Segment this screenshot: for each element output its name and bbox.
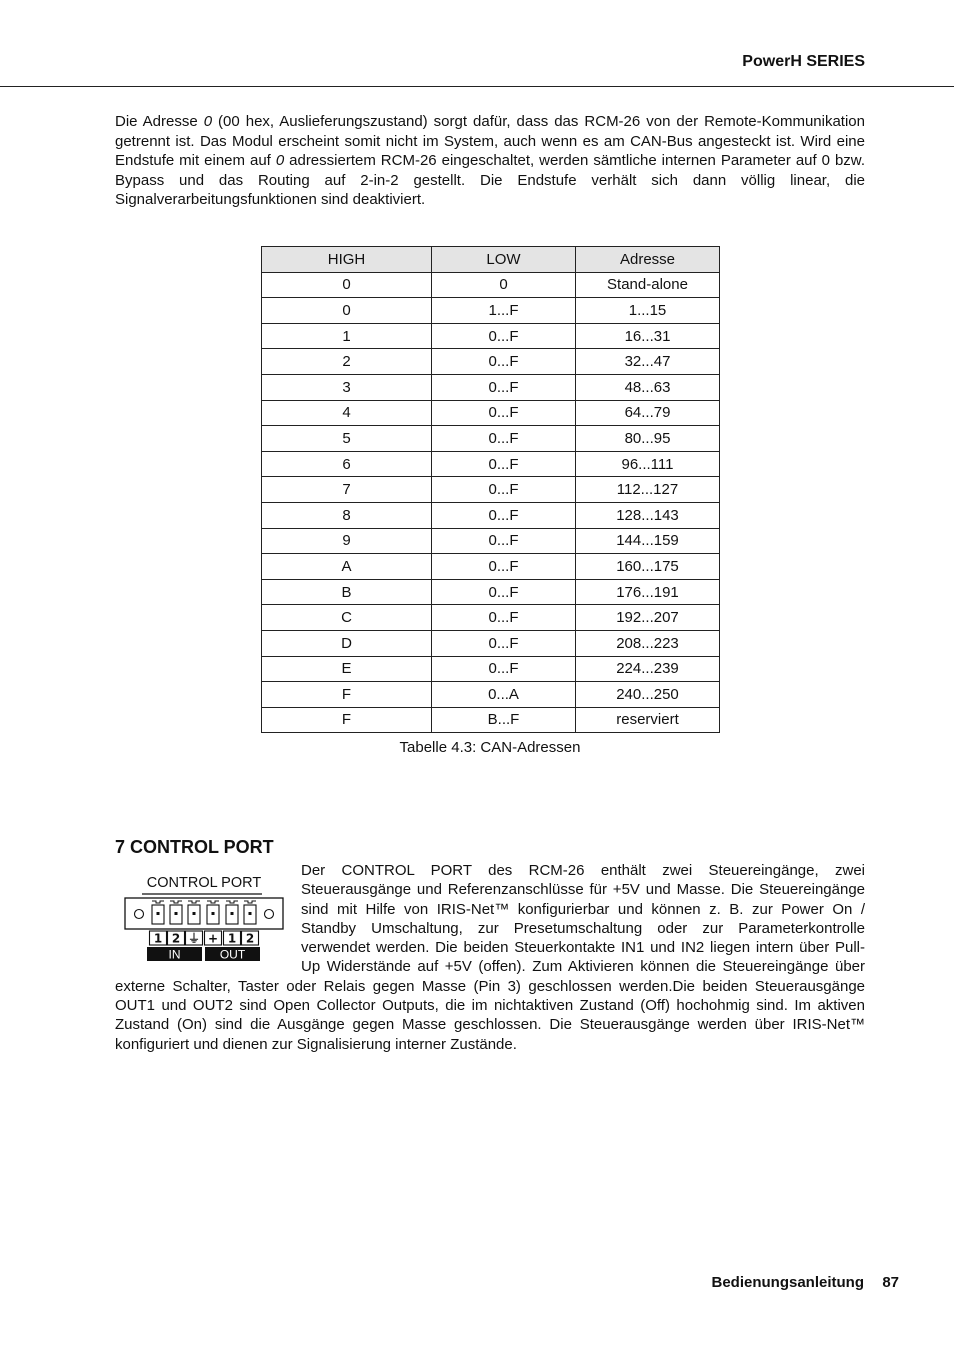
intro-emphasis-1: 0 [203,113,213,130]
cell-low: 0...A [432,682,576,708]
cell-low: B...F [432,707,576,733]
cell-low: 0...F [432,477,576,503]
table-row [262,554,720,580]
header-rule [0,86,954,87]
cell-high: 6 [262,451,432,477]
cell-high: F [262,707,432,733]
cell-adresse: 80...95 [576,426,720,452]
cell-adresse: 240...250 [576,682,720,708]
table-row [262,579,720,605]
connector-body [125,898,283,929]
can-address-table [261,246,720,733]
header-title: PowerH SERIES [742,53,865,70]
footer-label: Bedienungsanleitung [711,1274,864,1291]
cell-low: 0...F [432,656,576,682]
cell-high: F [262,682,432,708]
table-row [262,426,720,452]
table-row [262,528,720,554]
cell-low: 0...F [432,451,576,477]
table-row [262,682,720,708]
in-label: IN [168,947,181,962]
column-header-high: HIGH [262,247,432,273]
section-heading: 7 CONTROL PORT [115,837,274,857]
cell-low: 0...F [432,349,576,375]
table-row [262,707,720,733]
column-header-adresse: Adresse [576,247,720,273]
cell-adresse: 96...111 [576,451,720,477]
cell-adresse: 64...79 [576,400,720,426]
cell-adresse: 224...239 [576,656,720,682]
cell-high: 9 [262,528,432,554]
cell-adresse: 208...223 [576,630,720,656]
cell-low: 0...F [432,426,576,452]
intro-text-2: (00 hex, Auslieferungszustand) sorgt dafür, dass das RCM-26 von der Remote-Kommunikation getrennt ist. Das Modul erscheint somit nicht im System, auch wenn es am CAN-Bus angesteckt ist. Wird eine Endstufe mit einem auf [115,113,865,169]
cell-adresse: 16...31 [576,323,720,349]
pin-label: + [207,931,219,946]
connector-title: CONTROL PORT [146,875,262,891]
cell-high: D [262,630,432,656]
table-row [262,605,720,631]
pin-label: 1 [153,931,163,946]
table-row [262,349,720,375]
cell-low: 0...F [432,554,576,580]
cell-high: C [262,605,432,631]
cell-adresse: Stand-alone [576,272,720,298]
out-label: OUT [219,947,246,962]
table-row [262,323,720,349]
table-header-row [262,247,720,273]
cell-high: 0 [262,272,432,298]
cell-low: 0...F [432,323,576,349]
cell-low: 0...F [432,630,576,656]
pin-label: 1 [227,931,237,946]
cell-adresse: 160...175 [576,554,720,580]
table-row [262,502,720,528]
cell-low: 0...F [432,400,576,426]
intro-emphasis-2: 0 [275,152,285,169]
cell-high: A [262,554,432,580]
intro-paragraph [115,112,865,210]
cell-low: 0...F [432,605,576,631]
pin-contact-icon [175,912,178,915]
cell-adresse: 128...143 [576,502,720,528]
pin-contact-icon [249,912,252,915]
cell-adresse: 192...207 [576,605,720,631]
connector-pin-labels [150,931,259,946]
cell-low: 0...F [432,579,576,605]
cell-adresse: 48...63 [576,374,720,400]
pin-label: 2 [171,931,181,946]
table-row [262,630,720,656]
cell-adresse: 1...15 [576,298,720,324]
cell-adresse: 32...47 [576,349,720,375]
cell-low: 0 [432,272,576,298]
cell-low: 0...F [432,502,576,528]
cell-adresse: reserviert [576,707,720,733]
table-row [262,374,720,400]
control-port-connector-diagram [122,870,286,966]
cell-adresse: 112...127 [576,477,720,503]
intro-text-1: Die Adresse [115,113,204,130]
cell-high: 5 [262,426,432,452]
table-row [262,298,720,324]
table-caption: Tabelle 4.3: CAN-Adressen [399,739,581,756]
pin-contact-icon [193,912,196,915]
intro-text-3: adressiertem RCM-26 eingeschaltet, werden sämtliche internen Parameter auf 0 bzw. Bypass und das Routing auf 2-in-2 gestellt. Die Endstufe verhält sich dann völlig linear, die Signalverarbeitungsfunktionen sind deaktiviert. [115,152,865,208]
cell-high: 8 [262,502,432,528]
table-row [262,656,720,682]
cell-adresse: 144...159 [576,528,720,554]
section-text: Der CONTROL PORT des RCM-26 enthält zwei Steuereingänge, zwei Steuerausgänge und Referenzanschlüsse für +5V und Masse. Die Steuereingänge sind mit Hilfe von IRIS-Net™ konfigurierbar und können z. B. zur Power On / Standby Umschaltung, zur Presetumschaltung oder zur Parameterkontrolle verwendet werden. Die beiden Steuerkontakte IN1 und IN2 liegen intern über Pull-Up Widerstände auf +5V (offen). Zum Aktivieren können die Steuereingänge über externe Schalter, Taster oder Relais gegen Masse (Pin 3) geschlossen werden.Die beiden Steuerausgänge OUT1 und OUT2 sind Open Collector Outputs, die im nichtaktiven Zustand (Off) hochohmig sind. Im aktiven Zustand (On) sind die Ausgänge gegen Masse geschlossen. Die Steuerausgänge werden über IRIS-Net™ konfiguriert und dienen zur Signalisierung interner Zustände. [115,862,865,1053]
cell-low: 0...F [432,528,576,554]
table-row [262,400,720,426]
table-row [262,477,720,503]
cell-high: 0 [262,298,432,324]
cell-high: B [262,579,432,605]
cell-high: 7 [262,477,432,503]
cell-low: 1...F [432,298,576,324]
table-row [262,272,720,298]
pin-contact-icon [231,912,234,915]
pin-contact-icon [157,912,160,915]
pin-contact-icon [212,912,215,915]
pin-label: 2 [245,931,255,946]
table-body [262,272,720,733]
cell-high: E [262,656,432,682]
cell-low: 0...F [432,374,576,400]
cell-high: 3 [262,374,432,400]
cell-high: 2 [262,349,432,375]
page-number: 87 [882,1274,899,1291]
pin-label: ⏚ [187,931,201,946]
cell-adresse: 176...191 [576,579,720,605]
column-header-low: LOW [432,247,576,273]
cell-high: 1 [262,323,432,349]
cell-high: 4 [262,400,432,426]
table-row [262,451,720,477]
